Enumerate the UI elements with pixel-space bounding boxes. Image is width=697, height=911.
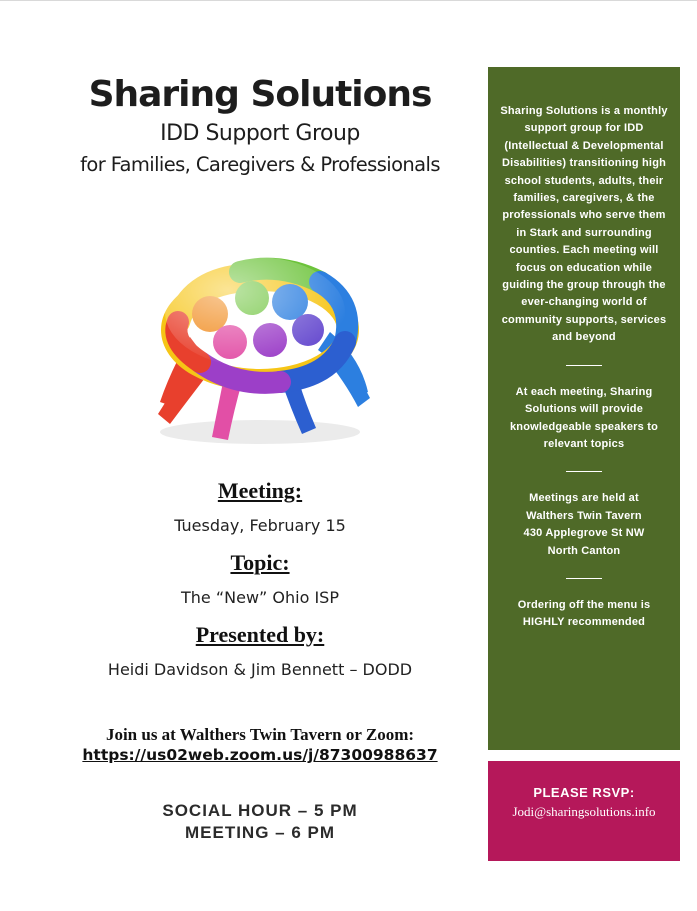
zoom-link[interactable]: https://us02web.zoom.us/j/87300988637 bbox=[82, 746, 438, 764]
divider bbox=[566, 471, 602, 472]
speakers-text: At each meeting, Sharing Solutions will provide knowledgeable speakers to relevant topics bbox=[509, 385, 659, 450]
location-address: 430 Applegrove St NW bbox=[523, 527, 645, 540]
divider bbox=[566, 365, 602, 366]
topic-text: The “New” Ohio ISP bbox=[181, 588, 339, 607]
location-block bbox=[498, 490, 670, 560]
header bbox=[40, 66, 480, 180]
rsvp-box bbox=[488, 761, 680, 861]
people-circle-icon bbox=[130, 242, 380, 447]
info-sidebar bbox=[488, 67, 680, 750]
meeting-time: MEETING – 6 PM bbox=[184, 823, 336, 842]
meeting-heading: Meeting: bbox=[217, 478, 303, 503]
location-city: North Canton bbox=[547, 544, 621, 557]
meeting-date: Tuesday, February 15 bbox=[174, 516, 346, 535]
page-title: Sharing Solutions bbox=[88, 74, 432, 115]
rsvp-label: PLEASE RSVP: bbox=[533, 785, 635, 800]
divider bbox=[566, 578, 602, 579]
location-intro: Meetings are held at bbox=[529, 492, 639, 505]
schedule bbox=[40, 800, 480, 844]
about-text: Sharing Solutions is a monthly support group for IDD (Intellectual & Developmental Disabilities) transitioning high school students, adults, their families, caregivers, & the professionals who serve them in Stark and surrounding counties. Each meeting will focus on education while guiding the group through the ever-changing world of community supports, services and beyond bbox=[500, 105, 668, 344]
presenters-text: Heidi Davidson & Jim Bennett – DODD bbox=[107, 660, 413, 679]
topic-heading: Topic: bbox=[230, 550, 290, 575]
location-name: Walthers Twin Tavern bbox=[526, 509, 642, 522]
subtitle-group: IDD Support Group bbox=[160, 121, 360, 146]
presented-by-heading: Presented by: bbox=[195, 622, 325, 647]
join-text: Join us at Walthers Twin Tavern or Zoom: bbox=[105, 725, 415, 744]
rsvp-email[interactable]: Jodi@sharingsolutions.info bbox=[512, 804, 656, 819]
top-border bbox=[0, 0, 697, 1]
subtitle-audience: for Families, Caregivers & Professionals bbox=[80, 153, 440, 176]
social-hour-time: SOCIAL HOUR – 5 PM bbox=[162, 801, 358, 820]
menu-note: Ordering off the menu is HIGHLY recommended bbox=[517, 598, 651, 629]
